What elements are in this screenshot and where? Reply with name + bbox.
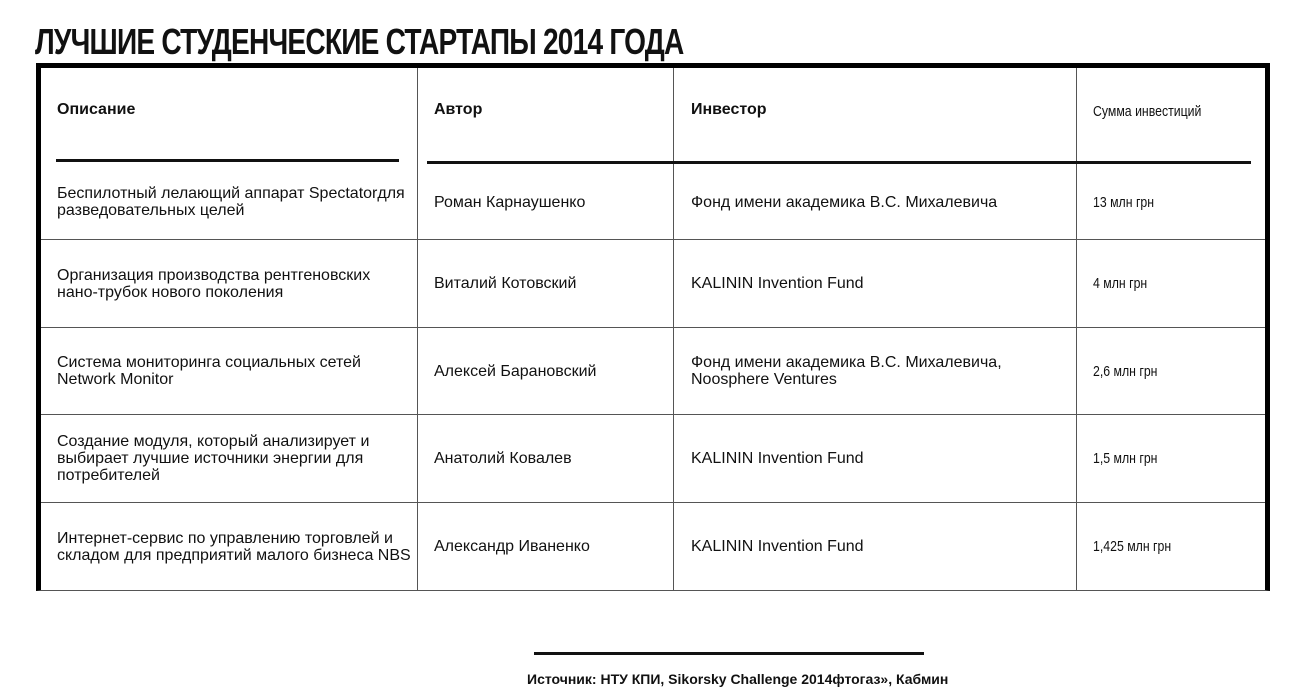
row-description: Система мониторинга социальных сетей Network Monitor: [57, 354, 361, 388]
header-author: Автор: [434, 100, 483, 118]
row-amount: [1093, 328, 1263, 414]
row-amount-value: 1,425 млн грн: [1093, 538, 1172, 555]
row-author: Анатолий Ковалев: [434, 450, 572, 467]
header-amount-label: Сумма инвестиций: [1093, 102, 1202, 120]
row-amount-value: 13 млн грн: [1093, 193, 1155, 211]
row-description: Интернет-сервис по управлению торговлей и складом для предприятий малого бизнеса NBS: [57, 529, 411, 564]
row-author: Виталий Котовский: [434, 275, 577, 292]
row-amount-value: 4 млн грн: [1093, 275, 1148, 292]
row-author: Роман Карнаушенко: [434, 193, 586, 211]
row-investor: Фонд имени академика В.С. Михалевича: [691, 193, 998, 211]
startups-table: [36, 63, 1270, 591]
row-investor: Фонд имени академика В.С. Михалевича, Noosphere Ventures: [691, 354, 1002, 388]
column-divider: [417, 68, 418, 590]
row-amount-value: 1,5 млн грн: [1093, 450, 1158, 467]
row-description: Создание модуля, который анализирует и выбирает лучшие источники энергии для потребителей: [57, 433, 370, 484]
page-title: ЛУЧШИЕ СТУДЕНЧЕСКИЕ СТАРТАПЫ 2014 ГОДА: [35, 21, 684, 62]
header-amount: [1093, 100, 1263, 122]
column-divider: [1076, 68, 1077, 590]
row-author: Александр Иваненко: [434, 538, 590, 555]
row-description: Организация производства рентгеновских нано-трубок нового поколения: [57, 266, 371, 301]
header-underline: [56, 159, 399, 162]
header-investor: Инвестор: [691, 100, 767, 118]
row-amount: [1093, 240, 1263, 327]
header-description: Описание: [57, 100, 136, 118]
row-amount: [1093, 415, 1263, 502]
footer-divider: [534, 652, 924, 655]
row-investor: KALININ Invention Fund: [691, 275, 864, 292]
row-amount: [1093, 503, 1263, 590]
row-investor: KALININ Invention Fund: [691, 450, 864, 467]
row-amount-value: 2,6 млн грн: [1093, 362, 1158, 380]
source-note: Источник: НТУ КПИ, Sikorsky Challenge 2014фтогаз», Кабмин: [527, 671, 949, 687]
row-description: Беспилотный лелающий аппарат Spectatorдля разведовательных целей: [57, 185, 405, 219]
row-amount: [1093, 165, 1263, 239]
header-underline: [427, 161, 1251, 164]
row-author: Алексей Барановский: [434, 362, 597, 380]
row-investor: KALININ Invention Fund: [691, 538, 864, 555]
